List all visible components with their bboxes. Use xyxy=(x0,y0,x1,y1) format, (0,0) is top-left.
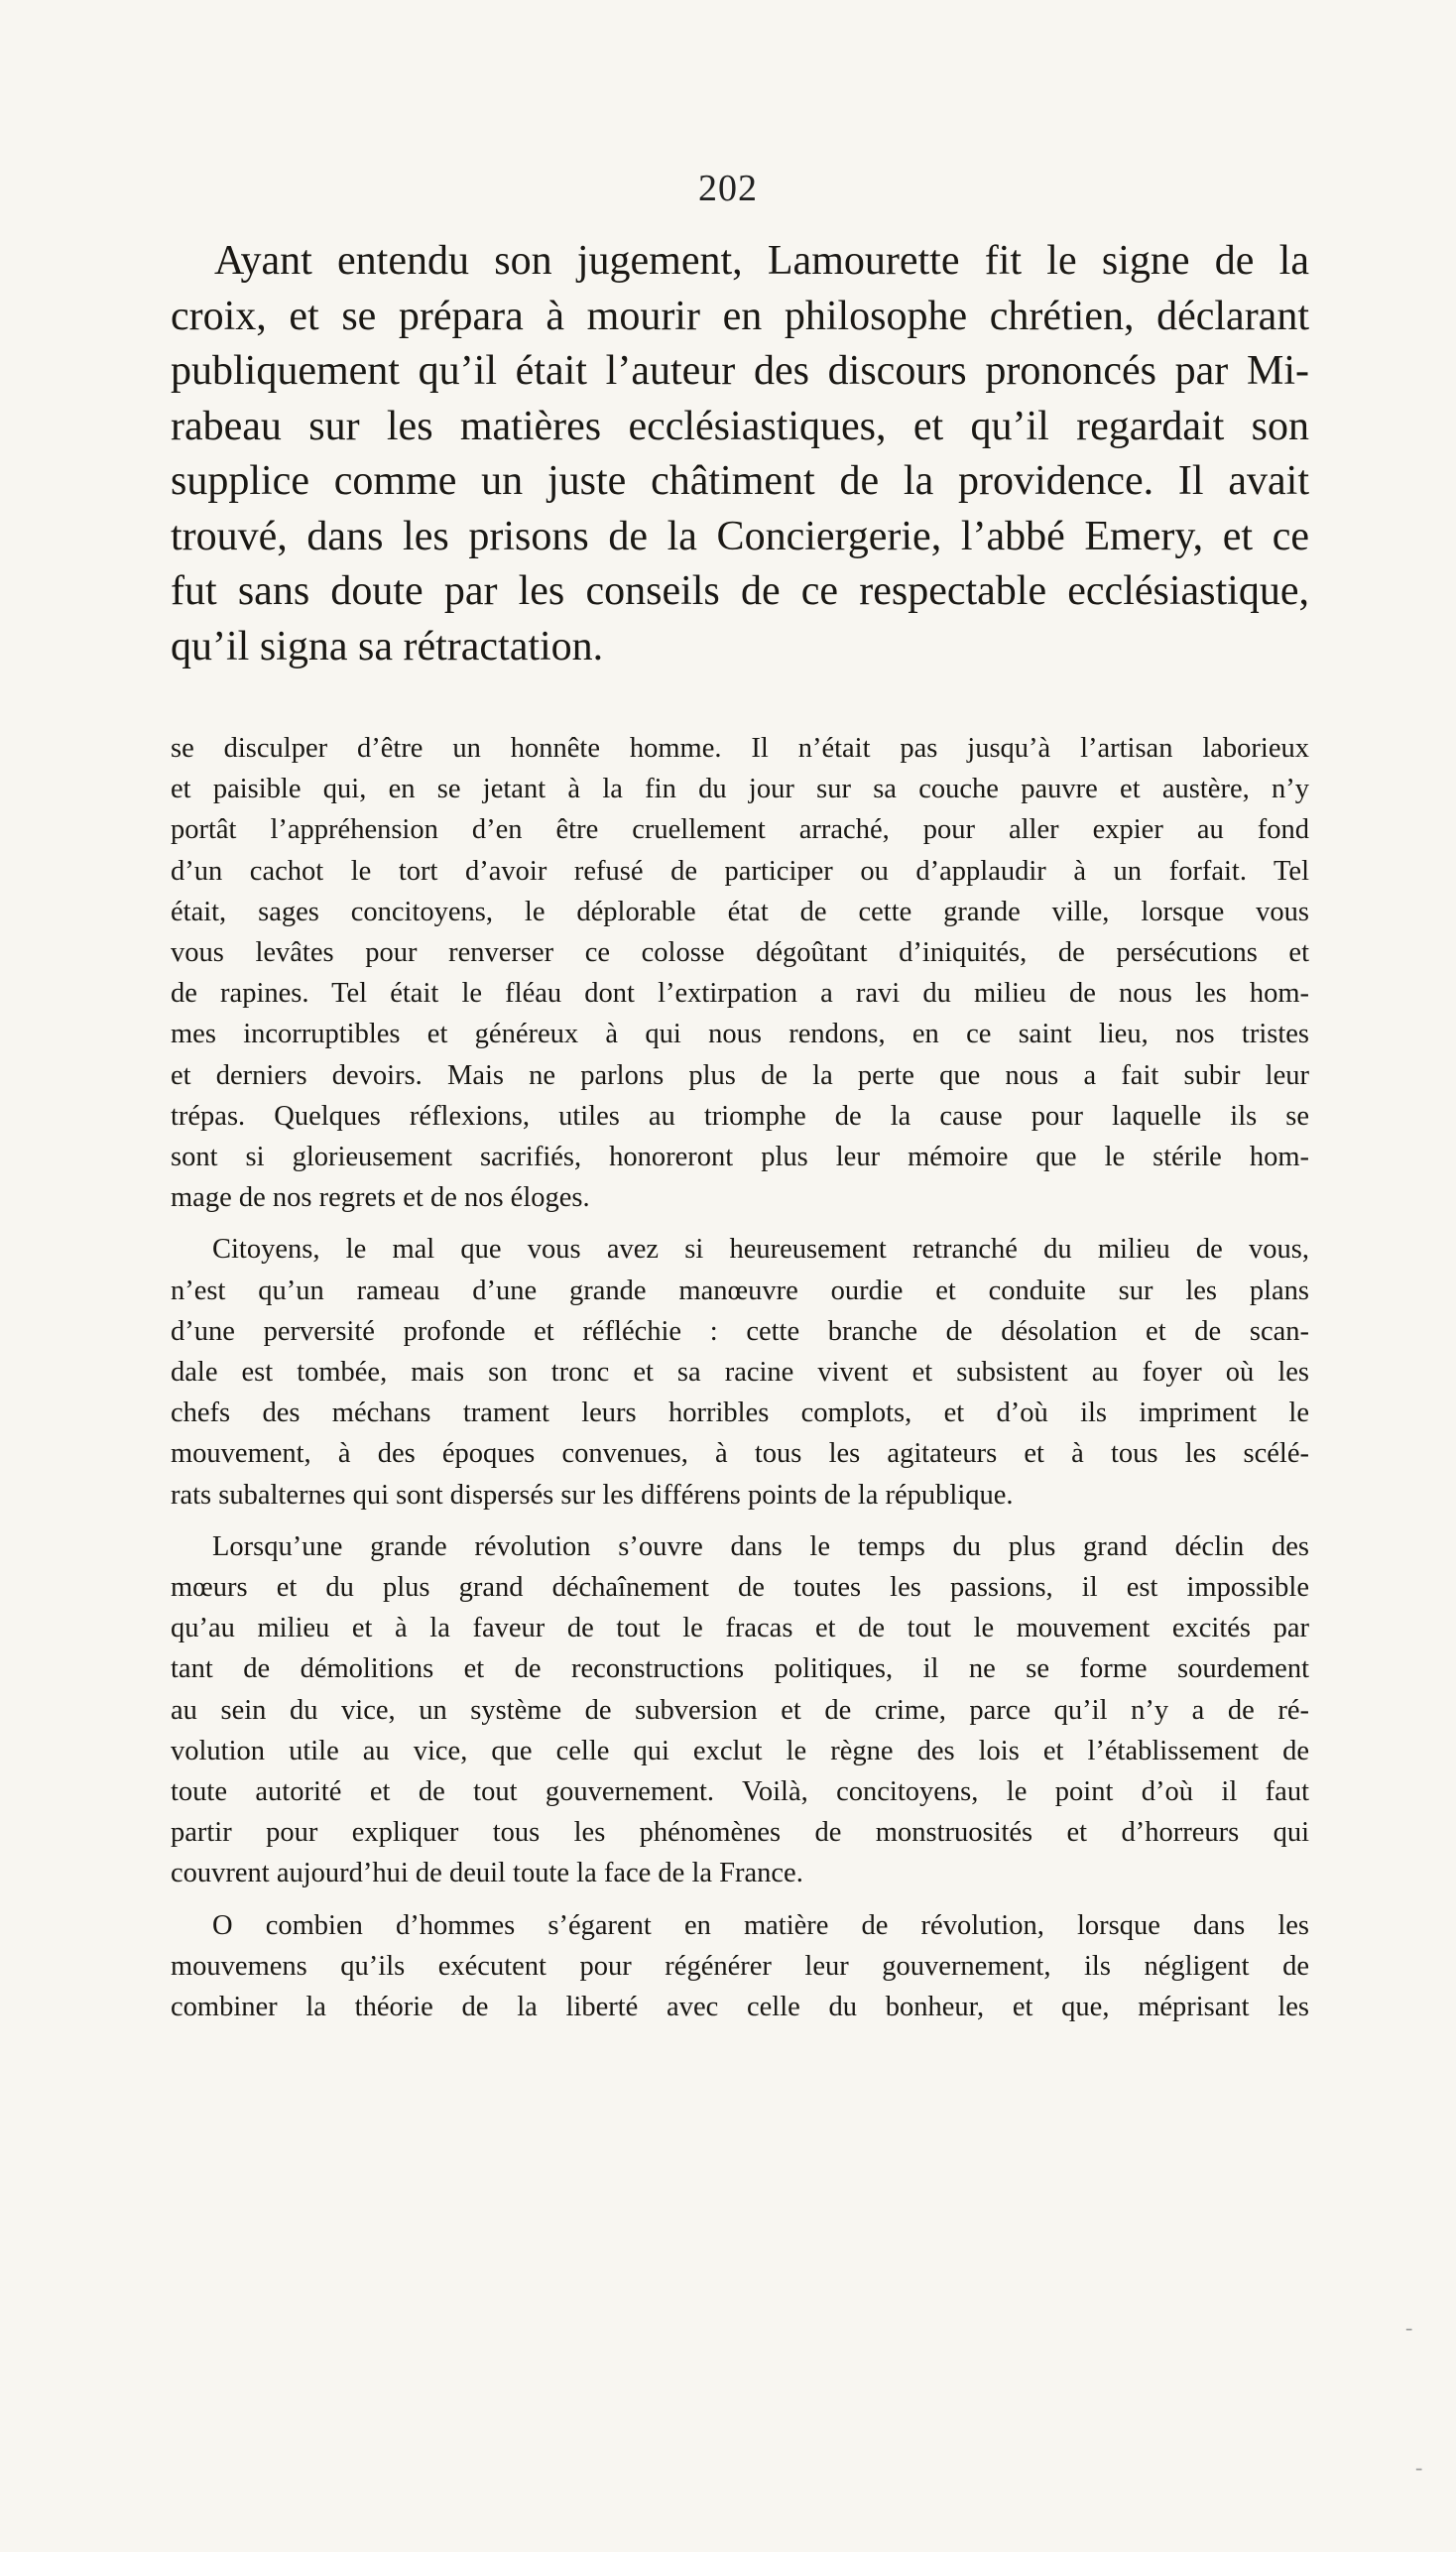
text-line: dale est tombée, mais son tronc et sa racine vivent et subsistent au foyer où les xyxy=(171,1357,1309,1389)
text-line: trépas. Quelques réflexions, utiles au triomphe de la cause pour laquelle ils se xyxy=(171,1100,1309,1132)
text-line: chefs des méchans trament leurs horribles complots, et d’où ils impriment le xyxy=(171,1398,1309,1429)
text-line: qu’il signa sa rétractation. xyxy=(171,623,604,669)
text-line: mouvement, à des époques convenues, à tous les agitateurs et à tous les scélé- xyxy=(171,1438,1309,1470)
text-line: n’est qu’un rameau d’une grande manœuvre ourdie et conduite sur les plans xyxy=(171,1275,1309,1306)
text-line: tant de démolitions et de reconstructions politiques, il ne se forme sourdement xyxy=(171,1653,1309,1685)
text-line: couvrent aujourd’hui de deuil toute la face de la France. xyxy=(171,1858,803,1889)
text-line: vous levâtes pour renverser ce colosse dégoûtant d’iniquités, de persécutions et xyxy=(171,937,1309,969)
margin-tick: - xyxy=(1405,2315,1413,2340)
text-line: d’un cachot le tort d’avoir refusé de participer ou d’applaudir à un forfait. Tel xyxy=(171,855,1309,887)
text-line: et derniers devoirs. Mais ne parlons plus de la perte que nous a fait subir leur xyxy=(171,1059,1309,1091)
text-line: d’une perversité profonde et réfléchie : cette branche de désolation et de scan- xyxy=(171,1315,1309,1347)
text-line: combiner la théorie de la liberté avec celle du bonheur, et que, méprisant les xyxy=(171,1992,1309,2023)
text-line: mage de nos regrets et de nos éloges. xyxy=(171,1182,590,1214)
text-line: croix, et se prépara à mourir en philosophe chrétien, déclarant xyxy=(171,293,1309,339)
text-line: mouvemens qu’ils exécutent pour régénérer leur gouvernement, ils négligent de xyxy=(171,1950,1309,1982)
text-line: et paisible qui, en se jetant à la fin du jour sur sa couche pauvre et austère, n’y xyxy=(171,774,1309,805)
text-line: mes incorruptibles et généreux à qui nous rendons, en ce saint lieu, nos tristes xyxy=(171,1019,1309,1050)
text-line: publiquement qu’il était l’auteur des discours prononcés par Mi- xyxy=(171,348,1309,394)
text-line: qu’au milieu et à la faveur de tout le fracas et de tout le mouvement excités par xyxy=(171,1613,1309,1644)
text-line: volution utile au vice, que celle qui exclut le règne des lois et l’établissement de xyxy=(171,1735,1309,1766)
text-line: rats subalternes qui sont dispersés sur les différens points de la république. xyxy=(171,1479,1014,1511)
text-line: trouvé, dans les prisons de la Conciergerie, l’abbé Emery, et ce xyxy=(171,513,1309,559)
text-line: était, sages concitoyens, le déplorable état de cette grande ville, lorsque vous xyxy=(171,896,1309,927)
margin-tick: - xyxy=(1415,2455,1423,2480)
text-line: fut sans doute par les conseils de ce respectable ecclésiastique, xyxy=(171,568,1309,614)
text-line: Citoyens, le mal que vous avez si heureusement retranché du milieu de vous, xyxy=(212,1234,1309,1266)
text-line: sont si glorieusement sacrifiés, honoreront plus leur mémoire que le stérile hom- xyxy=(171,1142,1309,1173)
text-line: au sein du vice, un système de subversion et de crime, parce qu’il n’y a de ré- xyxy=(171,1694,1309,1726)
body-text xyxy=(171,728,1309,2038)
text-line: mœurs et du plus grand déchaînement de toutes les passions, il est impossible xyxy=(171,1572,1309,1604)
text-line: O combien d’hommes s’égarent en matière de révolution, lorsque dans les xyxy=(212,1909,1309,1941)
text-line: se disculper d’être un honnête homme. Il n’était pas jusqu’à l’artisan laborieux xyxy=(171,733,1309,764)
paragraph xyxy=(171,1905,1309,2028)
text-line: partir pour expliquer tous les phénomènes de monstruosités et d’horreurs qui xyxy=(171,1817,1309,1849)
text-line: Ayant entendu son jugement, Lamourette fit le signe de la xyxy=(214,238,1309,284)
text-line: rabeau sur les matières ecclésiastiques, et qu’il regardait son xyxy=(171,403,1309,449)
text-line: Lorsqu’une grande révolution s’ouvre dans le temps du plus grand déclin des xyxy=(212,1530,1309,1562)
text-line: de rapines. Tel était le fléau dont l’extirpation a ravi du milieu de nous les hom- xyxy=(171,978,1309,1010)
top-paragraph xyxy=(171,234,1309,674)
text-line: toute autorité et de tout gouvernement. Voilà, concitoyens, le point d’où il faut xyxy=(171,1776,1309,1808)
paragraph xyxy=(171,1229,1309,1515)
paragraph xyxy=(171,1526,1309,1894)
text-line: portât l’appréhension d’en être cruellement arraché, pour aller expier au fond xyxy=(171,814,1309,846)
paragraph xyxy=(171,728,1309,1218)
page-number: 202 xyxy=(698,168,758,209)
text-line: supplice comme un juste châtiment de la providence. Il avait xyxy=(171,458,1309,504)
